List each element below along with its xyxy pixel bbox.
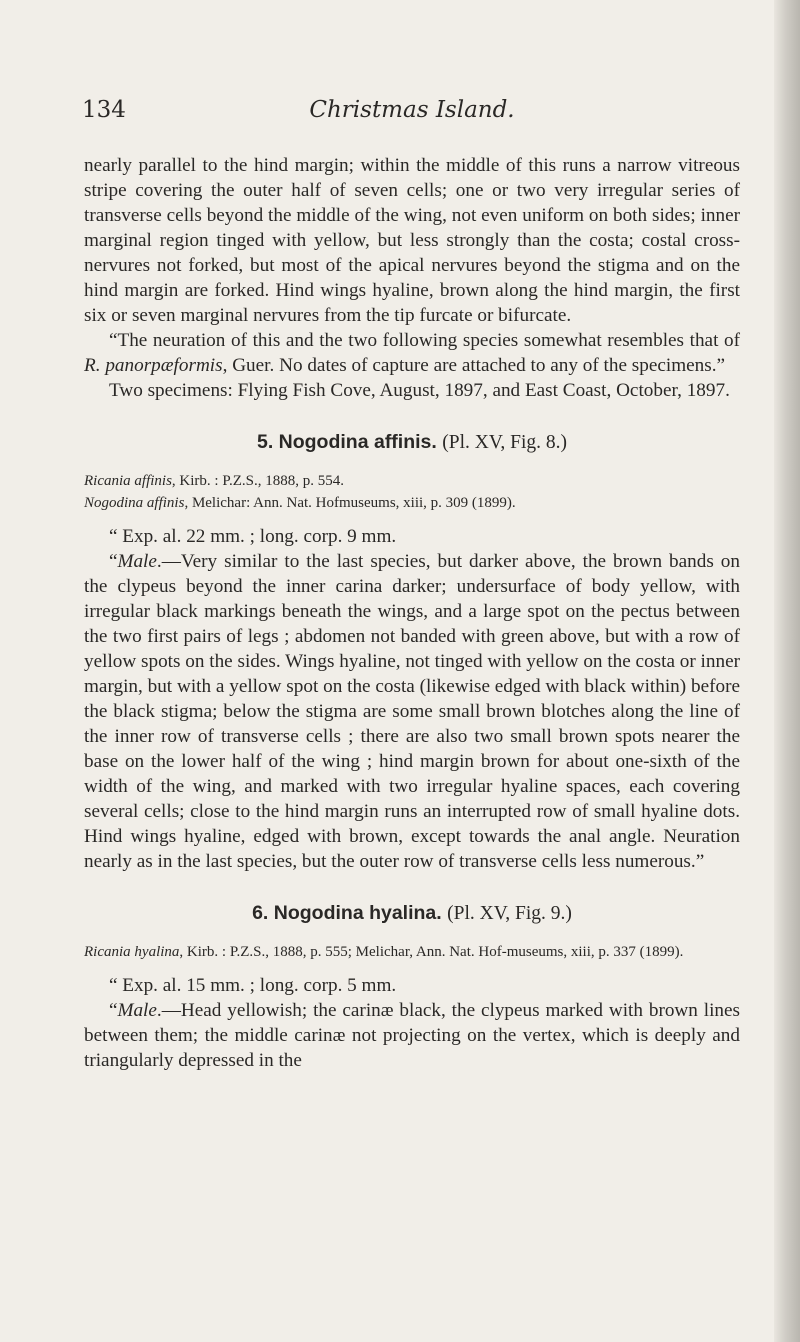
plate-reference: (Pl. XV, Fig. 9.) [447,903,572,924]
description-male-5: “Male.—Very similar to the last species, but darker above, the brown bands on the clypeus beyond the inner carina darker; undersurface of body yellow, with irregular black markings beneath the wings, and a large spot on the pectus between the two first pairs of legs ; abdomen not banded with green above, but with a row of yellow spots on the sides. Wings hyaline, not tinged with yellow on the costa or inner margin, but with a yellow spot on the costa (likewise edged with black within) before the black stigma; below the stigma are some small brown blotches along the line of the inner row of transverse cells ; there are also two small brown spots nearer the base on the lower half of the wing ; hind margin brown for about one-sixth of the width of the wing, and marked with two irregular hyaline spaces, each covering several cells; close to the hind margin runs an interrupted row of small hyaline dots. Hind wings hyaline, edged with brown, except towards the anal angle. Neuration nearly as in the last species, but the outer row of transverse cells less numerous.” [84,551,740,872]
paragraph-specimens: Two specimens: Flying Fish Cove, August, 1897, and East Coast, October, 1897. [108,380,730,401]
measurements-6: “ Exp. al. 15 mm. ; long. corp. 5 mm. [108,975,397,996]
page-number: 134 [82,97,126,123]
references-5 [84,470,740,514]
page-edge [774,0,800,1342]
running-title: Christmas Island. [309,97,515,123]
references-6 [84,941,740,963]
page-header [82,97,742,127]
section-title: 6. Nogodina hyalina. [252,902,442,924]
body-text [84,153,740,1073]
measurements-5: “ Exp. al. 22 mm. ; long. corp. 9 mm. [108,526,397,547]
species-name: R. panorpæformis [84,355,223,376]
reference-line: Nogodina affinis, Melichar: Ann. Nat. Hofmuseums, xiii, p. 309 (1899). [84,495,516,511]
reference-line: Ricania hyalina, Kirb. : P.Z.S., 1888, p. 555; Melichar, Ann. Nat. Hof-museums, xiii, p. 337 (1899). [84,944,684,960]
reference-line: Ricania affinis, Kirb. : P.Z.S., 1888, p. 554. [84,473,345,489]
paragraph-neuration: “The neuration of this and the two following species somewhat resembles that of R. panorpæformis, Guer. No dates of capture are attached to any of the specimens.” [84,330,740,376]
plate-reference: (Pl. XV, Fig. 8.) [442,432,568,453]
section-heading-5 [84,429,740,456]
description-male-6: “Male.—Head yellowish; the carinæ black, the clypeus marked with brown lines between them; the middle carinæ not projecting on the vertex, which is deeply and triangularly depressed in the [84,1000,740,1071]
paragraph-continued: nearly parallel to the hind margin; within the middle of this runs a narrow vitreous stripe covering the outer half of seven cells; one or two very irregular series of transverse cells beyond the middle of the wing, not even uniform on both sides; inner marginal region tinged with yellow, but less strongly than the costa; costal cross-nervures not forked, but most of the apical nervures beyond the stigma and on the hind margin are forked. Hind wings hyaline, brown along the hind margin, the first six or seven marginal nervures from the tip furcate or bifurcate. [84,155,740,326]
section-title: 5. Nogodina affinis. [256,431,437,453]
section-heading-6 [84,900,740,927]
